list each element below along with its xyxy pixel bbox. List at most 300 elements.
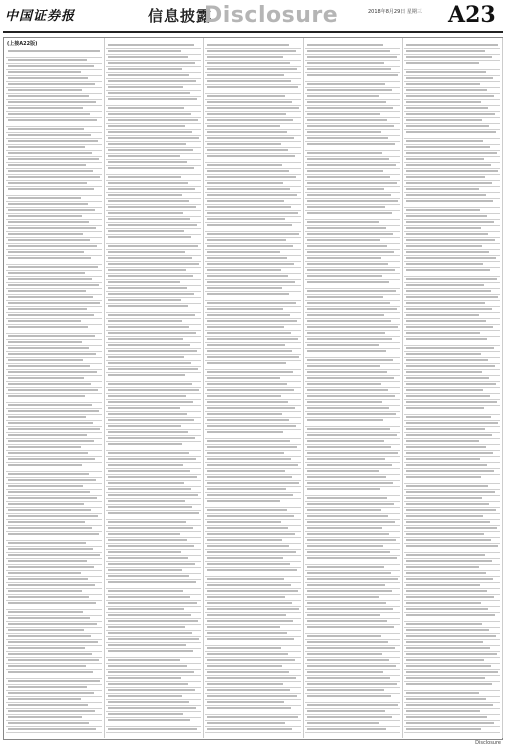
table-row-divider: [205, 66, 301, 67]
table-text-line: [207, 275, 288, 277]
table-text-line: [8, 686, 87, 688]
table-row-divider: [205, 255, 301, 256]
table-row-divider: [205, 285, 301, 286]
table-row-divider: [106, 147, 202, 148]
table-text-line: [207, 407, 295, 409]
table-row-divider: [205, 468, 301, 469]
table-row-divider: [106, 66, 202, 67]
table-row-divider: [6, 162, 102, 163]
table-text-line: [108, 269, 187, 271]
table-text-line: [406, 629, 489, 631]
table-text-line: [108, 464, 184, 466]
table-text-line: [307, 290, 397, 292]
table-row-divider: [404, 93, 500, 94]
table-row-divider: [6, 111, 102, 112]
table-text-line: [406, 290, 491, 292]
table-text-line: [406, 371, 482, 373]
table-row-divider: [305, 135, 401, 136]
table-text-line: [108, 650, 194, 652]
table-text-line: [406, 263, 483, 265]
table-row-divider: [305, 342, 401, 343]
table-text-line: [406, 113, 495, 115]
table-text-line: [207, 683, 283, 685]
table-text-line: [307, 545, 384, 547]
table-text-line: [8, 629, 84, 631]
table-text-line: [207, 632, 287, 634]
table-text-line: [8, 245, 97, 247]
table-row-divider: [205, 273, 301, 274]
table-row-divider: [205, 687, 301, 688]
table-text-line: [406, 683, 492, 685]
table-row-divider: [205, 54, 301, 55]
table-text-line: [307, 227, 387, 229]
table-text-line: [406, 245, 482, 247]
table-row-divider: [404, 708, 500, 709]
table-text-line: [406, 359, 488, 361]
table-row-divider: [106, 411, 202, 412]
table-row-divider: [404, 474, 500, 475]
table-text-line: [207, 476, 292, 478]
table-row-divider: [6, 444, 102, 445]
table-text-line: [108, 596, 191, 598]
table-row-divider: [106, 387, 202, 388]
table-row-divider: [106, 291, 202, 292]
table-text-line: [406, 71, 486, 73]
table-text-line: [8, 533, 99, 535]
table-row-divider: [205, 300, 301, 301]
table-text-line: [307, 704, 399, 706]
table-text-line: [207, 308, 283, 310]
table-text-line: [8, 365, 90, 367]
table-row-divider: [404, 621, 500, 622]
table-text-line: [406, 353, 481, 355]
table-row-divider: [6, 231, 102, 232]
table-row-divider: [106, 717, 202, 718]
table-row-divider: [6, 381, 102, 382]
table-row-divider: [305, 393, 401, 394]
table-row-divider: [305, 192, 401, 193]
table-row-divider: [205, 342, 301, 343]
table-text-line: [406, 152, 497, 154]
table-row-divider: [404, 168, 500, 169]
table-text-line: [207, 608, 299, 610]
table-row-divider: [205, 693, 301, 694]
table-text-line: [307, 482, 394, 484]
table-text-line: [108, 281, 181, 283]
table-text-line: [8, 446, 81, 448]
table-text-line: [406, 164, 491, 166]
table-row-divider: [106, 216, 202, 217]
table-text-line: [207, 56, 283, 58]
table-row-divider: [6, 525, 102, 526]
table-row-divider: [106, 561, 202, 562]
table-row-divider: [106, 555, 202, 556]
table-row-divider: [404, 600, 500, 601]
table-text-line: [207, 551, 296, 553]
table-text-line: [307, 74, 399, 76]
table-row-divider: [205, 324, 301, 325]
table-row-divider: [106, 48, 202, 49]
table-row-divider: [404, 207, 500, 208]
table-text-line: [207, 425, 296, 427]
table-text-line: [207, 281, 295, 283]
table-row-divider: [205, 267, 301, 268]
table-row-divider: [205, 600, 301, 601]
table-row-divider: [106, 687, 202, 688]
table-row-divider: [6, 669, 102, 670]
table-row-divider: [106, 549, 202, 550]
table-row-divider: [106, 693, 202, 694]
table-row-divider: [205, 588, 301, 589]
table-text-line: [8, 251, 84, 253]
table-text-line: [207, 143, 281, 145]
table-row-divider: [404, 483, 500, 484]
table-text-line: [8, 659, 99, 661]
table-text-line: [8, 440, 94, 442]
table-row-divider: [6, 714, 102, 715]
table-text-line: [108, 326, 190, 328]
table-text-line: [8, 170, 93, 172]
table-row-divider: [106, 732, 202, 733]
table-text-line: [108, 50, 182, 52]
table-text-line: [406, 722, 494, 724]
table-text-line: [8, 215, 82, 217]
table-text-line: [207, 224, 292, 226]
table-text-line: [406, 470, 494, 472]
table-row-divider: [6, 294, 102, 295]
table-text-line: [406, 647, 490, 649]
table-text-line: [406, 119, 482, 121]
table-row-divider: [205, 537, 301, 538]
table-row-divider: [106, 318, 202, 319]
table-text-line: [307, 722, 380, 724]
table-row-divider: [106, 618, 202, 619]
table-row-divider: [404, 369, 500, 370]
table-text-line: [8, 464, 82, 466]
table-text-line: [207, 350, 292, 352]
table-column: [402, 38, 503, 738]
table-column: [303, 38, 404, 738]
table-row-divider: [6, 207, 102, 208]
table-row-divider: [6, 570, 102, 571]
table-row-divider: [305, 693, 401, 694]
table-text-line: [8, 554, 100, 556]
table-row-divider: [106, 492, 202, 493]
table-row-divider: [106, 267, 202, 268]
table-row-divider: [404, 531, 500, 532]
table-row-divider: [205, 84, 301, 85]
table-text-line: [8, 347, 89, 349]
table-text-line: [108, 383, 193, 385]
table-text-line: [307, 125, 395, 127]
table-text-line: [406, 377, 489, 379]
table-row-divider: [106, 699, 202, 700]
table-row-divider: [404, 702, 500, 703]
table-text-line: [207, 620, 293, 622]
table-text-line: [207, 119, 293, 121]
table-text-line: [207, 431, 283, 433]
table-text-line: [8, 128, 84, 130]
table-row-divider: [106, 381, 202, 382]
table-row-divider: [404, 105, 500, 106]
table-row-divider: [305, 336, 401, 337]
table-row-divider: [404, 351, 500, 352]
table-text-line: [8, 548, 93, 550]
table-row-divider: [305, 306, 401, 307]
table-row-divider: [106, 510, 202, 511]
table-text-line: [8, 515, 98, 517]
table-row-divider: [404, 75, 500, 76]
table-row-divider: [205, 117, 301, 118]
table-text-line: [307, 710, 386, 712]
table-row-divider: [404, 87, 500, 88]
table-row-divider: [106, 480, 202, 481]
table-text-line: [207, 515, 294, 517]
table-row-divider: [6, 63, 102, 64]
table-text-line: [108, 236, 192, 238]
table-row-divider: [6, 621, 102, 622]
table-text-line: [307, 89, 393, 91]
table-row-divider: [6, 462, 102, 463]
table-row-divider: [305, 411, 401, 412]
table-text-line: [406, 365, 495, 367]
table-row-divider: [205, 192, 301, 193]
table-text-line: [307, 521, 396, 523]
table-row-divider: [404, 357, 500, 358]
table-text-line: [8, 83, 95, 85]
table-row-divider: [404, 399, 500, 400]
table-row-divider: [6, 627, 102, 628]
table-text-line: [207, 389, 294, 391]
table-text-line: [406, 590, 487, 592]
table-text-line: [207, 614, 286, 616]
table-row-divider: [106, 468, 202, 469]
table-text-line: [207, 707, 291, 709]
table-text-line: [307, 527, 383, 529]
table-row-divider: [305, 348, 401, 349]
table-text-line: [108, 125, 186, 127]
table-text-line: [108, 314, 196, 316]
table-text-line: [406, 158, 484, 160]
table-row-divider: [205, 531, 301, 532]
table-text-line: [8, 296, 93, 298]
table-text-line: [8, 89, 82, 91]
table-text-line: [108, 368, 199, 370]
table-text-line: [307, 434, 398, 436]
table-text-line: [207, 401, 288, 403]
table-text-line: [307, 596, 380, 598]
table-row-divider: [404, 312, 500, 313]
table-text-line: [207, 677, 296, 679]
table-row-divider: [205, 405, 301, 406]
table-text-line: [108, 701, 190, 703]
table-row-divider: [106, 606, 202, 607]
table-text-line: [406, 416, 491, 418]
newspaper-masthead: 中国证券报: [5, 9, 76, 24]
table-text-line: [8, 176, 100, 178]
table-row-divider: [106, 285, 202, 286]
table-row-divider: [404, 387, 500, 388]
table-row-divider: [205, 624, 301, 625]
table-row-divider: [106, 711, 202, 712]
table-text-line: [207, 671, 289, 673]
table-text-line: [108, 167, 195, 169]
table-row-divider: [305, 93, 401, 94]
table-text-line: [8, 389, 98, 391]
table-row-divider: [404, 231, 500, 232]
table-text-line: [406, 485, 488, 487]
table-text-line: [108, 401, 194, 403]
table-text-line: [207, 695, 297, 697]
table-text-line: [406, 503, 489, 505]
table-row-divider: [6, 69, 102, 70]
table-row-divider: [305, 210, 401, 211]
table-row-divider: [404, 381, 500, 382]
table-text-line: [406, 107, 488, 109]
table-text-line: [406, 314, 479, 316]
table-text-line: [207, 257, 287, 259]
table-row-divider: [205, 375, 301, 376]
table-text-line: [8, 302, 100, 304]
table-row-divider: [6, 696, 102, 697]
table-text-line: [108, 665, 188, 667]
table-text-line: [307, 365, 381, 367]
table-text-line: [108, 92, 191, 94]
table-row-divider: [205, 714, 301, 715]
table-row-divider: [205, 567, 301, 568]
table-text-line: [307, 275, 383, 277]
table-text-line: [307, 689, 385, 691]
table-row-divider: [305, 588, 401, 589]
listing-table-area: [3, 37, 503, 740]
table-row-divider: [305, 186, 401, 187]
table-row-divider: [6, 318, 102, 319]
table-row-divider: [305, 204, 401, 205]
table-text-line: [108, 56, 189, 58]
table-row-divider: [205, 123, 301, 124]
table-row-divider: [305, 612, 401, 613]
table-row-divider: [404, 261, 500, 262]
table-row-divider: [404, 363, 500, 364]
table-text-line: [406, 653, 497, 655]
table-text-line: [8, 653, 92, 655]
table-row-divider: [106, 669, 202, 670]
table-row-divider: [404, 537, 500, 538]
table-text-line: [307, 152, 383, 154]
table-text-line: [307, 83, 386, 85]
table-text-line: [8, 209, 95, 211]
table-row-divider: [305, 639, 401, 640]
table-text-line: [8, 377, 84, 379]
table-row-divider: [106, 486, 202, 487]
table-row-divider: [106, 657, 202, 658]
table-row-divider: [6, 345, 102, 346]
table-row-divider: [305, 657, 401, 658]
table-text-line: [207, 80, 291, 82]
table-text-line: [207, 488, 286, 490]
table-row-divider: [404, 138, 500, 139]
table-text-line: [8, 308, 87, 310]
table-text-line: [108, 155, 181, 157]
table-text-line: [108, 728, 198, 730]
table-row-divider: [6, 369, 102, 370]
table-row-divider: [404, 198, 500, 199]
table-text-line: [8, 572, 81, 574]
table-text-line: [108, 443, 183, 445]
table-text-line: [8, 542, 86, 544]
table-text-line: [406, 578, 493, 580]
table-row-divider: [106, 342, 202, 343]
table-row-divider: [205, 318, 301, 319]
table-text-line: [207, 596, 285, 598]
table-row-divider: [6, 174, 102, 175]
table-row-divider: [404, 255, 500, 256]
table-row-divider: [106, 348, 202, 349]
table-text-line: [307, 68, 392, 70]
table-text-line: [207, 590, 298, 592]
table-text-line: [207, 494, 293, 496]
table-text-line: [406, 347, 494, 349]
table-text-line: [108, 407, 181, 409]
table-row-divider: [106, 630, 202, 631]
table-text-line: [108, 332, 197, 334]
table-row-divider: [404, 663, 500, 664]
table-text-line: [108, 119, 199, 121]
table-text-line: [307, 590, 393, 592]
table-row-divider: [6, 99, 102, 100]
table-text-line: [307, 413, 397, 415]
table-row-divider: [6, 249, 102, 250]
table-row-divider: [305, 417, 401, 418]
table-row-divider: [305, 129, 401, 130]
table-text-line: [406, 77, 493, 79]
table-text-line: [108, 344, 191, 346]
table-row-divider: [205, 222, 301, 223]
table-row-divider: [106, 228, 202, 229]
table-row-divider: [305, 507, 401, 508]
table-text-line: [207, 563, 290, 565]
table-text-line: [307, 239, 381, 241]
table-row-divider: [305, 663, 401, 664]
table-text-line: [307, 557, 398, 559]
table-text-line: [307, 683, 398, 685]
table-text-line: [8, 716, 82, 718]
table-text-line: [207, 287, 282, 289]
table-text-line: [207, 464, 298, 466]
table-row-divider: [106, 462, 202, 463]
table-text-line: [8, 434, 87, 436]
table-row-divider: [305, 243, 401, 244]
table-row-divider: [305, 174, 401, 175]
table-text-line: [307, 620, 388, 622]
table-row-divider: [6, 282, 102, 283]
table-text-line: [108, 671, 195, 673]
table-row-divider: [404, 426, 500, 427]
table-row-divider: [106, 153, 202, 154]
table-row-divider: [305, 624, 401, 625]
table-text-line: [207, 371, 293, 373]
table-text-line: [406, 188, 479, 190]
table-row-divider: [305, 480, 401, 481]
table-row-divider: [6, 276, 102, 277]
table-text-line: [406, 227, 481, 229]
table-text-line: [8, 665, 86, 667]
table-text-line: [108, 707, 197, 709]
table-row-divider: [205, 720, 301, 721]
table-text-line: [108, 68, 183, 70]
table-row-divider: [106, 636, 202, 637]
table-text-line: [406, 422, 498, 424]
